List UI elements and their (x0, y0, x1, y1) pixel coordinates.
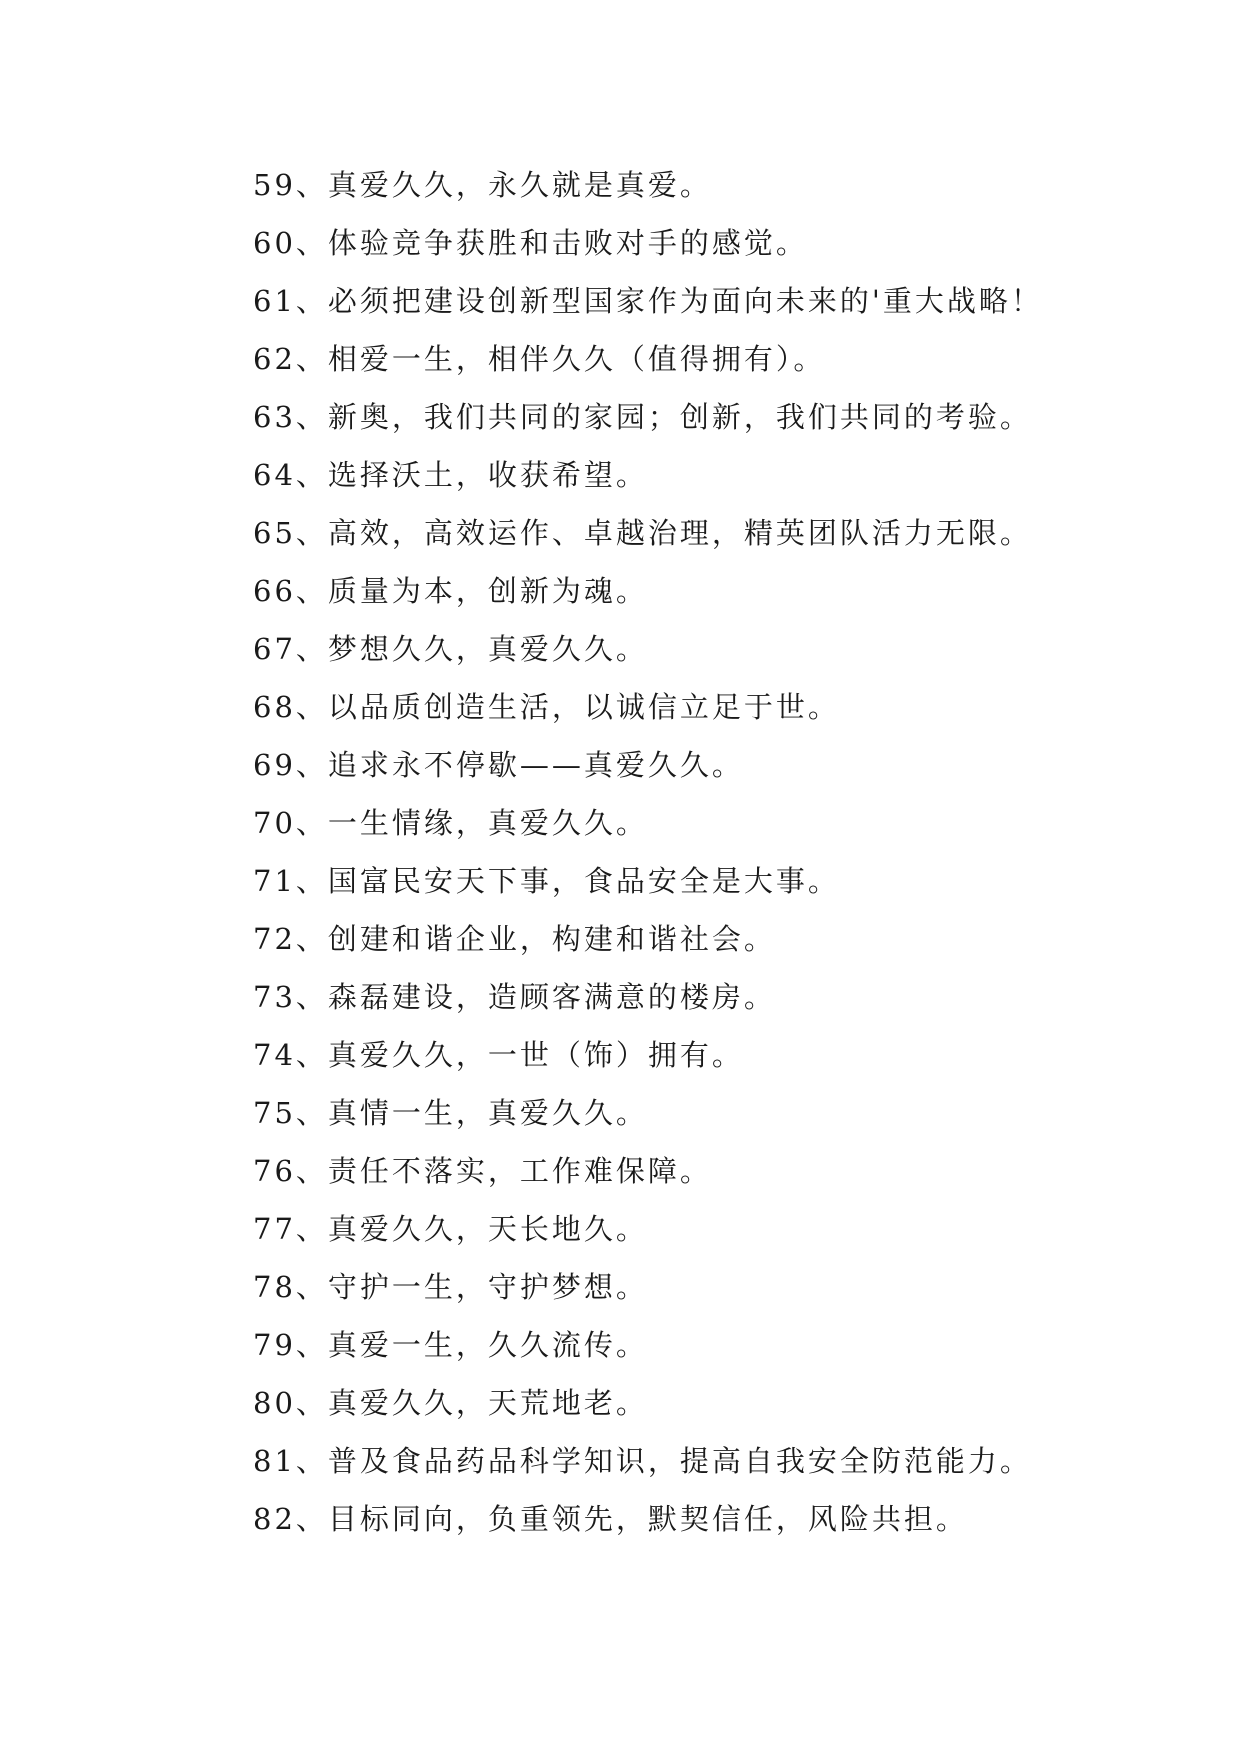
list-item: 70、一生情缘，真爱久久。 (253, 806, 648, 840)
list-item: 66、质量为本，创新为魂。 (253, 574, 648, 608)
list-item: 82、目标同向，负重领先，默契信任，风险共担。 (253, 1502, 968, 1536)
list-item: 71、国富民安天下事，食品安全是大事。 (253, 864, 840, 898)
list-item: 74、真爱久久，一世（饰）拥有。 (253, 1038, 744, 1072)
list-item: 68、以品质创造生活，以诚信立足于世。 (253, 690, 840, 724)
list-item: 75、真情一生，真爱久久。 (253, 1096, 648, 1130)
list-item: 79、真爱一生，久久流传。 (253, 1328, 648, 1362)
slogan-list (253, 156, 1193, 1548)
list-item: 63、新奥，我们共同的家园；创新，我们共同的考验。 (253, 400, 1032, 434)
list-item: 77、真爱久久，天长地久。 (253, 1212, 648, 1246)
list-item: 80、真爱久久，天荒地老。 (253, 1386, 648, 1420)
list-item: 60、体验竞争获胜和击败对手的感觉。 (253, 226, 808, 260)
list-item: 61、必须把建设创新型国家作为面向未来的'重大战略！ (253, 284, 1043, 318)
list-item: 59、真爱久久，永久就是真爱。 (253, 168, 712, 202)
list-item: 78、守护一生，守护梦想。 (253, 1270, 648, 1304)
list-item: 81、普及食品药品科学知识，提高自我安全防范能力。 (253, 1444, 1032, 1478)
list-item: 65、高效，高效运作、卓越治理，精英团队活力无限。 (253, 516, 1032, 550)
list-item: 64、选择沃土，收获希望。 (253, 458, 648, 492)
list-item: 76、责任不落实，工作难保障。 (253, 1154, 712, 1188)
list-item: 62、相爱一生，相伴久久（值得拥有）。 (253, 342, 826, 376)
list-item: 69、追求永不停歇——真爱久久。 (253, 748, 744, 782)
list-item: 72、创建和谐企业，构建和谐社会。 (253, 922, 776, 956)
list-item: 73、森磊建设，造顾客满意的楼房。 (253, 980, 776, 1014)
list-item: 67、梦想久久，真爱久久。 (253, 632, 648, 666)
